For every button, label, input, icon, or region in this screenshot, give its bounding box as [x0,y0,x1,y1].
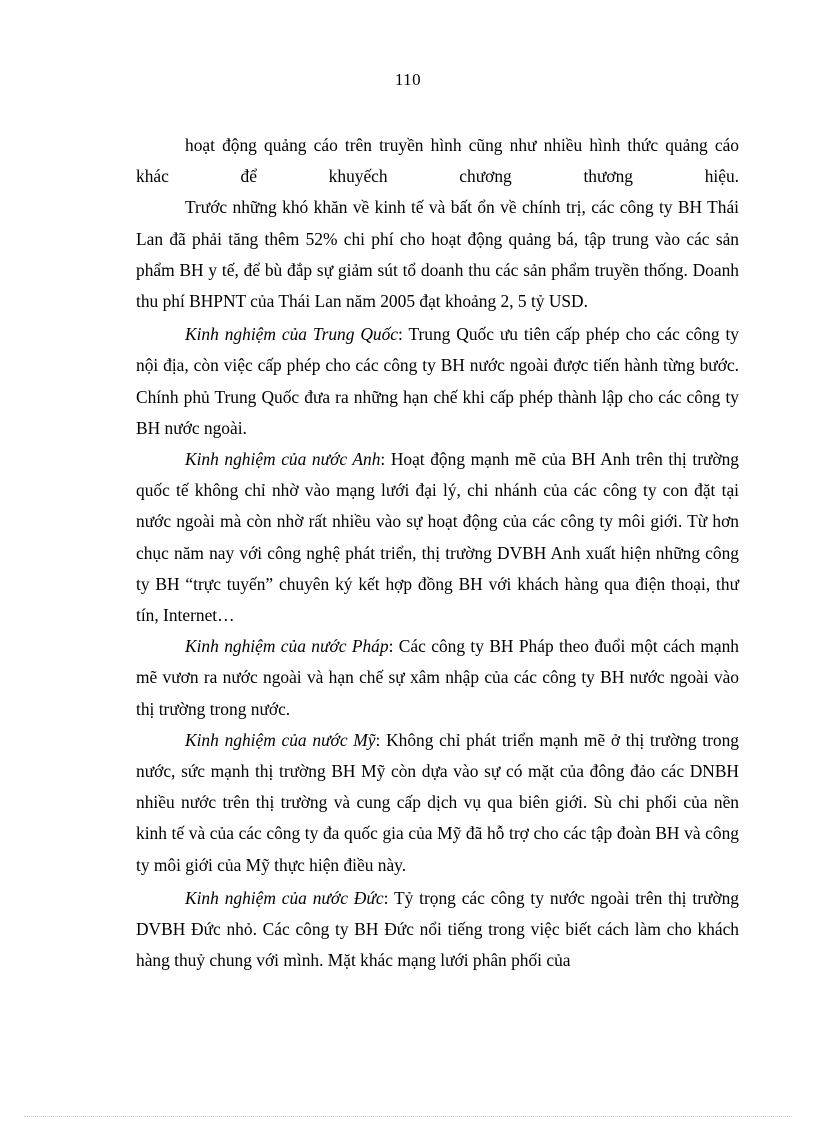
page-number: 110 [394,70,422,89]
paragraph-text: : Các công ty BH Pháp theo đuổi một cách mạnh mẽ vươn ra nước ngoài và hạn chế sự xâm nhập của các công ty BH nước ngoài vào thị trường trong nước. [136,636,739,719]
paragraph-lead: Kinh nghiệm của nước Đức [185,887,384,908]
paragraph-text: : Trung Quốc ưu tiên cấp phép cho các công ty nội địa, còn việc cấp phép cho các công ty BH nước ngoài được tiến hành từng bước. Chính phủ Trung Quốc đưa ra những hạn chế khi cấp phép thành lập cho các công ty BH nước ngoài. [136,324,739,438]
paragraph-text: Trước những khó khăn về kinh tế và bất ổn về chính trị, các công ty BH Thái Lan đã phải tăng thêm 52% chi phí cho hoạt động quảng bá, tập trung vào các sản phẩm BH y tế, để bù đắp sự giảm sút tổ doanh thu các sản phẩm truyền thống. Doanh thu phí BHPNT của Thái Lan năm 2005 đạt khoảng 2, 5 tỷ USD. [136,197,739,312]
paragraph-uk [136,444,739,631]
page-bottom-divider [24,1116,792,1117]
paragraph-text: : Hoạt động mạnh mẽ của BH Anh trên thị trường quốc tế không chỉ nhờ vào mạng lưới đại lý, chi nhánh của các công ty con đặt tại nước ngoài mà còn nhờ rất nhiều vào sự hoạt động của các công ty môi giới. Từ hơn chục năm nay với công nghệ phát triển, thị trường DVBH Anh xuất hiện những công ty BH “trực tuyến” chuyên ký kết hợp đồng BH với khách hàng qua điện thoại, thư tín, Internet… [136,449,739,626]
document-body [136,130,739,976]
paragraph-france [136,631,739,725]
paragraph-text: hoạt động quảng cáo trên truyền hình cũng như nhiều hình thức quảng cáo khác để khuyếch chương thương hiệu. [136,135,739,187]
paragraph-lead: Kinh nghiệm của nước Pháp [185,636,389,657]
paragraph-usa [136,725,739,881]
paragraph-lead: Kinh nghiệm của nước Mỹ [185,729,376,750]
paragraph-continuation [136,130,739,192]
paragraph-germany [136,883,739,977]
paragraph-lead: Kinh nghiệm của nước Anh [185,449,381,470]
paragraph-thailand [136,192,739,317]
paragraph-text: : Không chỉ phát triển mạnh mẽ ở thị trường trong nước, sức mạnh thị trường BH Mỹ còn dựa vào sự có mặt của đông đảo các DNBH nhiều nước trên thị trường và cung cấp dịch vụ qua biên giới. Sù chi phối của nền kinh tế và của các công ty đa quốc gia của Mỹ đã hỗ trợ cho các tập đoàn BH và công ty môi giới của Mỹ thực hiện điều này. [136,729,739,875]
paragraph-china [136,319,739,444]
paragraph-lead: Kinh nghiệm của Trung Quốc [185,324,399,345]
paragraph-text: : Tỷ trọng các công ty nước ngoài trên thị trường DVBH Đức nhỏ. Các công ty BH Đức nổi tiếng trong việc biết cách làm cho khách hàng thuỷ chung với mình. Mặt khác mạng lưới phân phối của [136,887,739,971]
